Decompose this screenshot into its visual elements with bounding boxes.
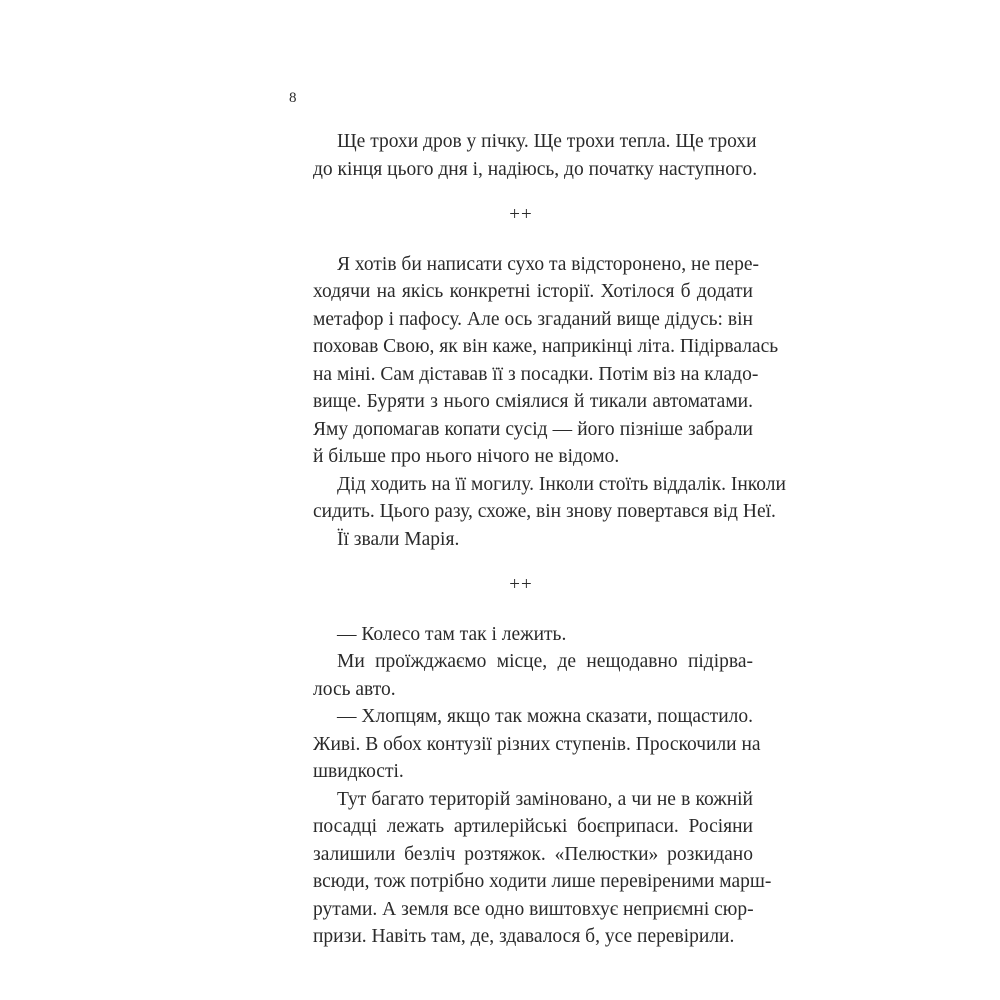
paragraph-mines (289, 786, 772, 951)
paragraph-name (289, 526, 753, 554)
paragraph-grave (289, 471, 786, 526)
text-line: Її звали Марія. (337, 528, 460, 550)
text-line: й більше про нього нічого не відомо. (313, 446, 620, 467)
text-line: призи. Навіть там, де, здавалося б, усе перевірили. (313, 926, 735, 947)
text-line: Ще трохи дров у пічку. Ще трохи тепла. Ще трохи (337, 131, 757, 152)
paragraph-lucky (289, 703, 761, 786)
text-line: — Хлопцям, якщо так можна сказати, пощастило. (337, 706, 753, 727)
text-line: сидить. Цього разу, схоже, він знову повертався від Неї. (313, 501, 776, 522)
paragraph-passing (289, 648, 753, 703)
paragraph-wheel (289, 621, 753, 649)
section-separator: ++ (509, 574, 533, 595)
section-separator: ++ (509, 204, 533, 225)
page-number: 8 (289, 90, 297, 106)
text-line: всюди, тож потрібно ходити лише перевіреними марш- (313, 871, 772, 892)
text-line: швидкості. (313, 761, 404, 782)
text-line: Я хотів би написати сухо та відсторонено, не пере- (337, 253, 759, 275)
text-line: до кінця цього дня і, надіюсь, до початку наступного. (313, 158, 758, 180)
text-line: Тут багато територій заміновано, а чи не в кожній (337, 788, 753, 810)
text-line: ходячи на якісь конкретні історії. Хотілося б додати (313, 281, 753, 302)
text-line: залишили безліч розтяжок. «Пелюстки» розкидано (313, 843, 753, 865)
text-line: рутами. А земля все одно виштовхує неприємні сюр- (313, 898, 754, 920)
text-line: метафор і пафосу. Але ось згаданий вище дідусь: він (313, 308, 753, 330)
text-line: поховав Свою, як він каже, наприкінці літа. Підірвалась (313, 336, 779, 357)
text-line: вище. Буряти з нього сміялися й тикали автоматами. (313, 391, 753, 412)
paragraph-opening (289, 128, 758, 183)
text-line: Яму допомагав копати сусід — його пізніше забрали (313, 418, 753, 440)
text-line: Живі. В обох контузії різних ступенів. Проскочили на (313, 733, 761, 755)
text-line: Дід ходить на її могилу. Інколи стоїть віддалік. Інколи (337, 473, 786, 495)
paragraph-grandfather (289, 251, 779, 471)
text-line: на міні. Сам діставав її з посадки. Потім віз на кладо- (313, 363, 759, 385)
page-body (289, 128, 786, 951)
text-line: посадці лежать артилерійські боєприпаси. Росіяни (313, 816, 753, 837)
text-line: Ми проїжджаємо місце, де нещодавно підірва- (337, 651, 753, 672)
text-line: — Колесо там так і лежить. (337, 623, 567, 645)
text-line: лось авто. (313, 678, 396, 700)
